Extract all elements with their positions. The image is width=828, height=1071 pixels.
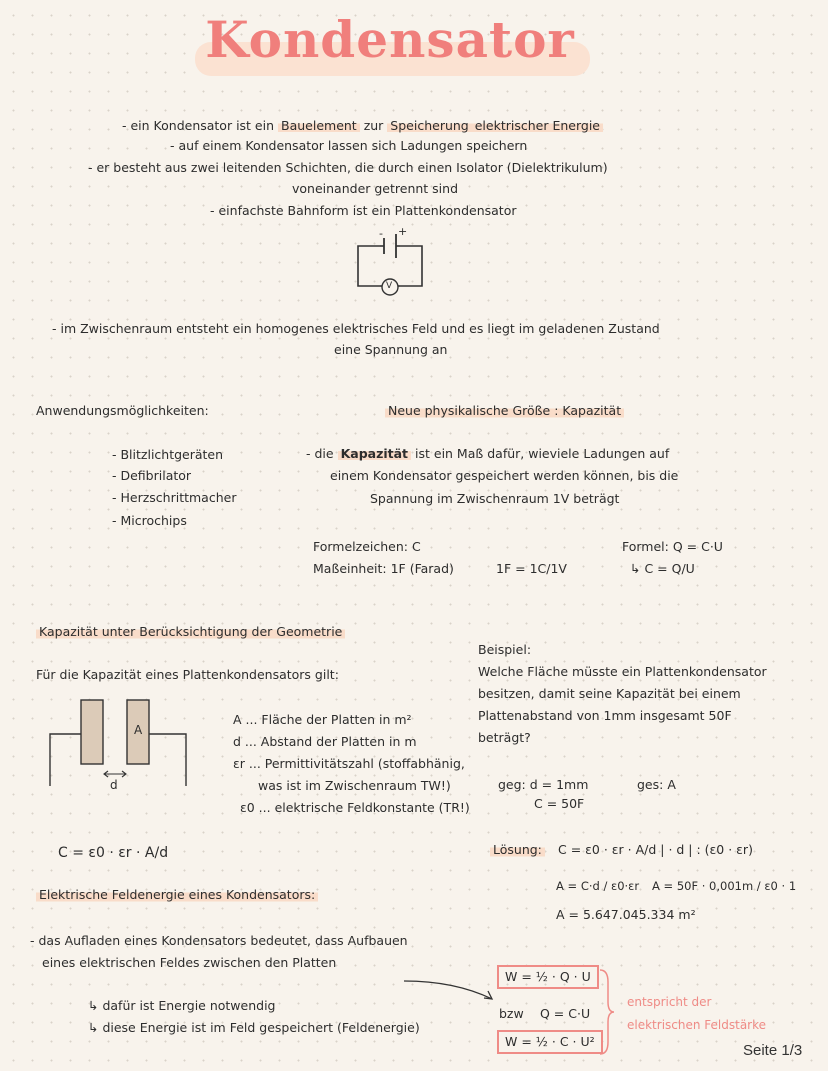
- legend-item: was ist im Zwischenraum TW!): [258, 778, 451, 793]
- example-question: besitzen, damit seine Kapazität bei einem: [478, 686, 741, 701]
- geometry-formula: C = ε0 · εr · A/d: [58, 845, 169, 861]
- intro-highlight-speicherung: Speicherung: [387, 118, 471, 133]
- intro-line-1: [122, 118, 603, 134]
- solution-label: Lösung:: [490, 842, 545, 858]
- plate-area-label: A: [134, 723, 143, 737]
- capacity-symbol: Formelzeichen: C: [313, 539, 421, 554]
- brace-icon: [598, 968, 616, 1056]
- capacity-unit: Maßeinheit: 1F (Farad): [313, 561, 454, 576]
- example-heading: Beispiel:: [478, 642, 532, 657]
- page-title: Kondensator: [205, 10, 575, 69]
- example-question: beträgt?: [478, 730, 531, 745]
- solution-line-2b: A = 50F · 0,001m / ε0 · 1: [652, 879, 797, 893]
- capacity-line-2: einem Kondensator gespeichert werden können, bis die: [330, 468, 679, 483]
- intro-highlight-energie: elektrischer Energie: [472, 118, 603, 133]
- field-line-1: - im Zwischenraum entsteht ein homogenes elektrisches Feld und es liegt im geladenen Zustand: [52, 321, 660, 336]
- application-item: - Microchips: [112, 513, 187, 528]
- example-question: Plattenabstand von 1mm insgesamt 50F: [478, 708, 732, 723]
- application-item: - Defibrilator: [112, 468, 192, 483]
- intro-text-zur: zur: [363, 118, 384, 133]
- legend-item: εr ... Permittivitätszahl (stoffabhänig,: [233, 756, 465, 771]
- energy-arrow-1: ↳ dafür ist Energie notwendig: [88, 998, 276, 1013]
- geometry-heading: Kapazität unter Berücksichtigung der Geometrie: [36, 624, 345, 640]
- legend-item: ε0 ... elektrische Feldkonstante (TR!): [240, 800, 470, 815]
- energy-formula-box-2: W = ½ · C · U²: [497, 1030, 603, 1054]
- capacity-formula-2: [630, 561, 695, 577]
- plate-distance-label: d: [110, 778, 118, 792]
- intro-line-3: - er besteht aus zwei leitenden Schichten, die durch einen Isolator (Dielektrikulum): [88, 160, 608, 175]
- capacity-unit-definition: 1F = 1C/1V: [496, 561, 567, 576]
- solution-line-3: A = 5.647.045.334 m²: [556, 907, 696, 922]
- page-number: Seite 1/3: [743, 1042, 803, 1059]
- capacity-line-1: [306, 446, 669, 462]
- legend-item: A ... Fläche der Platten in m²: [233, 712, 412, 727]
- capacity-formula: Formel: Q = C·U: [622, 539, 723, 554]
- energy-line-1: - das Aufladen eines Kondensators bedeutet, dass Aufbauen: [30, 933, 408, 948]
- energy-bzw: bzw: [499, 1006, 524, 1021]
- wanted: ges: A: [637, 777, 676, 792]
- energy-formula-box-1: W = ½ · Q · U: [497, 965, 599, 989]
- given-2: C = 50F: [534, 796, 585, 811]
- circuit-plus: +: [398, 225, 408, 238]
- application-item: - Blitzlichtgeräten: [112, 447, 224, 462]
- voltmeter-label: V: [386, 281, 393, 291]
- energy-arrow-2: ↳ diese Energie ist im Feld gespeichert (Feldenergie): [88, 1020, 420, 1035]
- legend-item: d ... Abstand der Platten in m: [233, 734, 417, 749]
- intro-text: - ein Kondensator ist ein: [122, 118, 275, 133]
- intro-line-5: - einfachste Bahnform ist ein Plattenkondensator: [210, 203, 517, 218]
- capacity-keyword: Kapazität: [338, 446, 411, 461]
- intro-line-4: voneinander getrennt sind: [292, 181, 459, 196]
- solution-line-2a: A = C·d / ε0·εr: [556, 879, 640, 893]
- energy-line-2: eines elektrischen Feldes zwischen den Platten: [42, 955, 337, 970]
- capacity-line-3: Spannung im Zwischenraum 1V beträgt: [370, 491, 620, 506]
- applications-heading: Anwendungsmöglichkeiten:: [36, 403, 209, 418]
- energy-note-2: elektrischen Feldstärke: [627, 1018, 767, 1032]
- arrow-icon: ↳: [630, 561, 645, 576]
- plate-capacitor-diagram: [48, 694, 193, 790]
- capacity-text: - die: [306, 446, 334, 461]
- example-question: Welche Fläche müsste ein Plattenkondensator: [478, 664, 767, 679]
- solution-line-1: C = ε0 · εr · A/d | · d | : (ε0 · εr): [558, 842, 753, 857]
- application-item: - Herzschrittmacher: [112, 490, 237, 505]
- circuit-minus: -: [379, 227, 383, 240]
- energy-note-1: entspricht der: [627, 995, 712, 1009]
- capacity-heading: Neue physikalische Größe : Kapazität: [385, 403, 624, 419]
- energy-formula-2: Q = C·U: [540, 1006, 591, 1021]
- given-1: geg: d = 1mm: [498, 777, 589, 792]
- capacity-text: ist ein Maß dafür, wieviele Ladungen auf: [415, 446, 670, 461]
- curved-arrow-icon: [400, 975, 500, 1005]
- intro-highlight-bauelement: Bauelement: [278, 118, 360, 133]
- intro-line-2: - auf einem Kondensator lassen sich Ladungen speichern: [170, 138, 528, 153]
- field-line-2: eine Spannung an: [334, 342, 448, 357]
- energy-heading: Elektrische Feldenergie eines Kondensators:: [36, 887, 318, 903]
- capacity-formula-2-text: C = Q/U: [644, 561, 695, 576]
- geometry-intro: Für die Kapazität eines Plattenkondensators gilt:: [36, 667, 339, 682]
